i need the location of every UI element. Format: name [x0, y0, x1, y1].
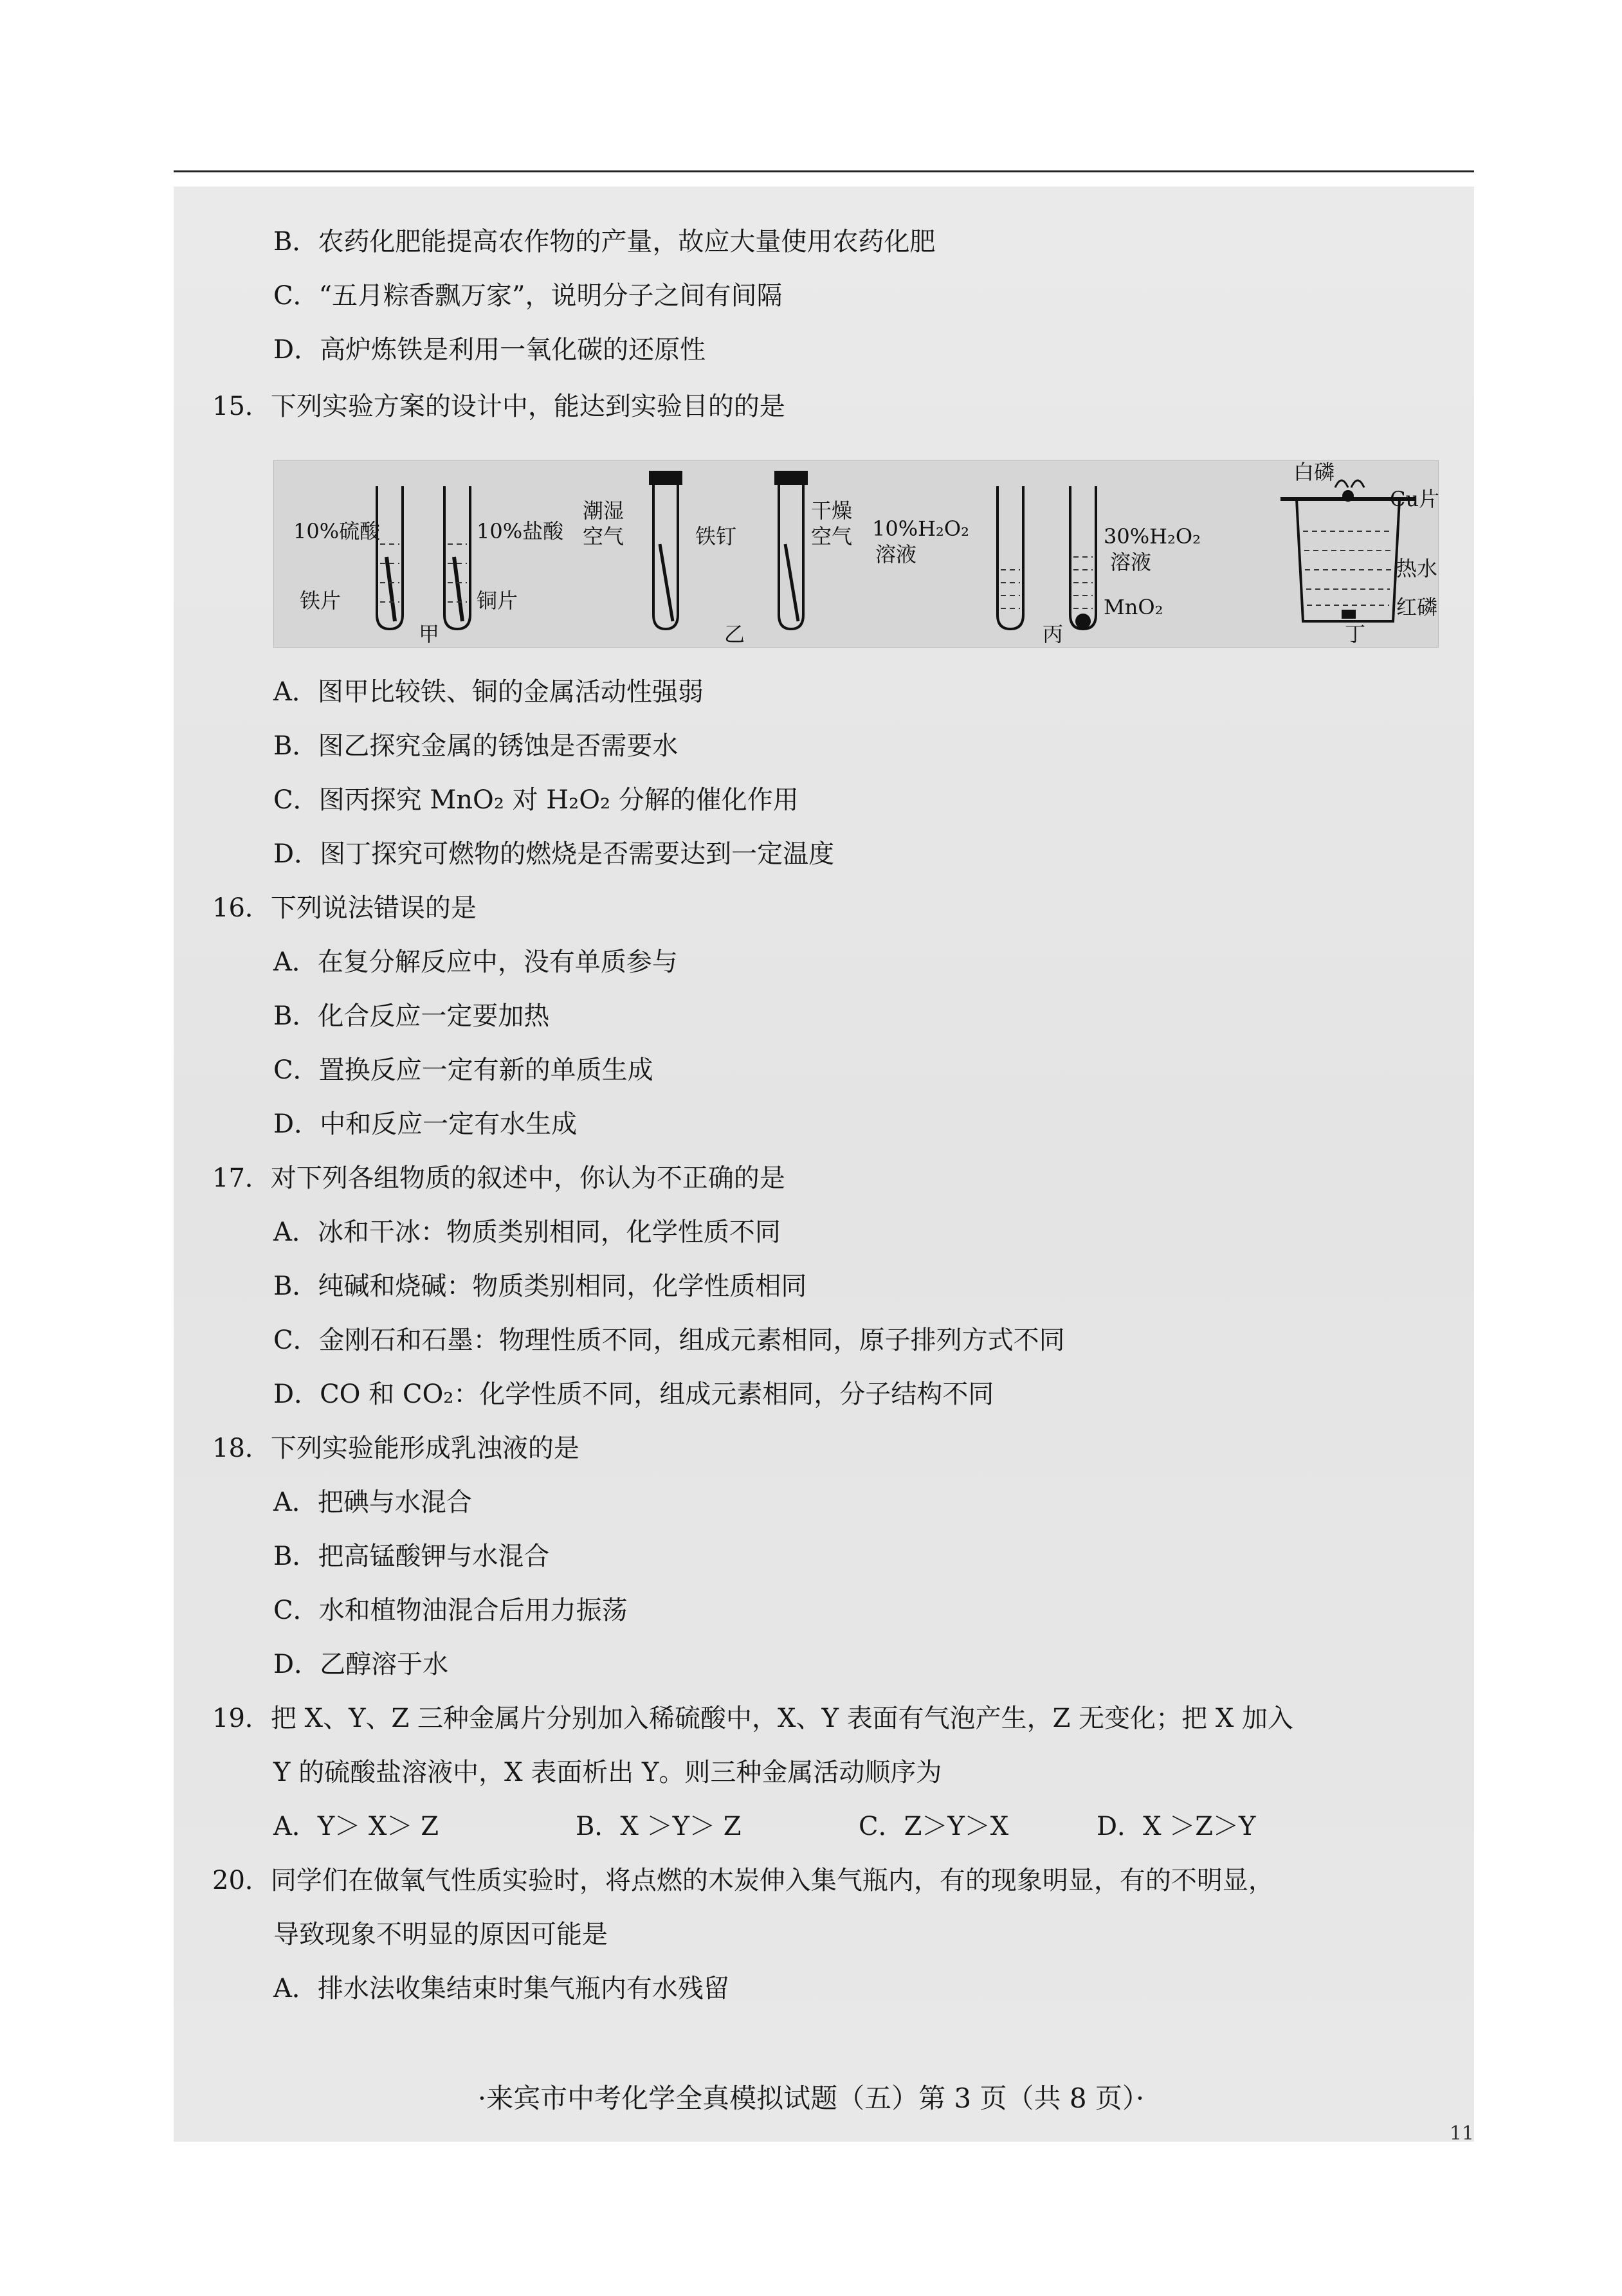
q18-option-d: D．乙醇溶于水 [273, 1650, 449, 1679]
q19-option-b: B．X ＞Y＞ Z [576, 1812, 742, 1841]
label-copper-sheet: 铜片 [477, 588, 518, 613]
caption-jia: 甲 [419, 622, 440, 646]
label-acid1: 10%硫酸 [293, 519, 381, 543]
q19-option-a: A．Y＞ X＞ Z [273, 1812, 439, 1841]
stopper-1 [650, 472, 681, 484]
q19-stem-line2: Y 的硫酸盐溶液中，X 表面析出 Y。则三种金属活动顺序为 [273, 1758, 942, 1787]
q19-option-d: D．X ＞Z＞Y [1097, 1812, 1256, 1841]
beaker-icon [1297, 499, 1399, 621]
tube-yi-2 [779, 484, 803, 629]
caption-ding: 丁 [1345, 622, 1366, 646]
red-phosphorus-dot [1342, 610, 1356, 619]
label-red-phosphorus: 红磷 [1396, 595, 1438, 619]
label-h2o2-10-b: 溶液 [875, 542, 917, 567]
vapor-icon [1335, 480, 1364, 487]
label-white-phosphorus: 白磷 [1293, 460, 1335, 484]
header-rule [174, 170, 1474, 172]
label-humid-1: 潮湿 [583, 498, 624, 523]
iron-sheet-icon [387, 557, 395, 621]
label-h2o2-10-a: 10%H₂O₂ [872, 516, 969, 541]
label-humid-2: 空气 [583, 524, 624, 549]
q17-option-d: D．CO 和 CO₂：化学性质不同，组成元素相同，分子结构不同 [273, 1380, 994, 1409]
tube-jia-1 [377, 486, 403, 629]
label-iron-sheet: 铁片 [300, 588, 342, 613]
q17-stem: 17．对下列各组物质的叙述中，你认为不正确的是 [212, 1163, 785, 1193]
tube-yi-1 [653, 484, 678, 629]
label-h2o2-30-a: 30%H₂O₂ [1104, 524, 1201, 549]
page-footer: ·来宾市中考化学全真模拟试题（五）第 3 页（共 8 页）· [477, 2082, 1145, 2114]
q17-option-c: C．金刚石和石墨：物理性质不同，组成元素相同，原子排列方式不同 [273, 1326, 1065, 1355]
q19-option-c: C．Z＞Y＞X [859, 1812, 1009, 1841]
q18-stem: 18．下列实验能形成乳浊液的是 [212, 1434, 579, 1463]
q15-experiment-figure [273, 460, 1439, 648]
q14-option-b: B．农药化肥能提高农作物的产量，故应大量使用农药化肥 [273, 227, 936, 257]
tube-bing-1 [998, 486, 1023, 629]
q20-stem-line2: 导致现象不明显的原因可能是 [273, 1920, 608, 1949]
label-hot-water: 热水 [1396, 556, 1438, 581]
label-dry-1: 干燥 [811, 498, 853, 523]
q16-option-c: C．置换反应一定有新的单质生成 [273, 1055, 653, 1085]
mno2-dot [1075, 614, 1091, 629]
q18-option-c: C．水和植物油混合后用力振荡 [273, 1596, 628, 1625]
q20-stem-line1: 20．同学们在做氧气性质实验时，将点燃的木炭伸入集气瓶内，有的现象明显，有的不明显， [212, 1866, 1274, 1895]
q15-option-d: D．图丁探究可燃物的燃烧是否需要达到一定温度 [273, 839, 835, 869]
experiment-drawings [274, 460, 1438, 647]
q18-option-b: B．把高锰酸钾与水混合 [273, 1542, 550, 1571]
white-phosphorus-dot [1342, 490, 1354, 502]
label-h2o2-30-b: 溶液 [1110, 550, 1152, 574]
label-nail: 铁钉 [695, 524, 737, 549]
q17-option-a: A．冰和干冰：物质类别相同，化学性质不同 [273, 1217, 781, 1247]
tube-jia-2 [444, 486, 470, 629]
q19-options-row [273, 1811, 1255, 1842]
q16-option-a: A．在复分解反应中，没有单质参与 [273, 947, 678, 977]
stopper-2 [776, 472, 806, 484]
q15-option-b: B．图乙探究金属的锈蚀是否需要水 [273, 731, 679, 761]
label-dry-2: 空气 [811, 524, 853, 549]
nail-icon-1 [660, 544, 673, 621]
label-cu-plate: Cu片 [1390, 487, 1440, 511]
caption-bing: 丙 [1043, 622, 1064, 646]
q14-option-d: D．高炉炼铁是利用一氧化碳的还原性 [273, 335, 706, 365]
q16-option-b: B．化合反应一定要加热 [273, 1001, 550, 1031]
nail-icon-2 [785, 544, 798, 621]
corner-page-mark: 11 [1449, 2122, 1474, 2145]
q20-option-a: A．排水法收集结束时集气瓶内有水残留 [273, 1974, 729, 2003]
q16-stem: 16．下列说法错误的是 [212, 893, 477, 923]
q15-stem: 15．下列实验方案的设计中，能达到实验目的的是 [212, 392, 785, 421]
caption-yi: 乙 [724, 622, 745, 646]
q14-option-c: C．“五月粽香飘万家”，说明分子之间有间隔 [273, 281, 783, 311]
q15-option-a: A．图甲比较铁、铜的金属活动性强弱 [273, 677, 704, 707]
label-mno2: MnO₂ [1104, 595, 1163, 619]
copper-sheet-icon [454, 557, 462, 621]
q19-stem-line1: 19．把 X、Y、Z 三种金属片分别加入稀硫酸中，X、Y 表面有气泡产生，Z 无变化；把 X 加入 [212, 1704, 1294, 1733]
q17-option-b: B．纯碱和烧碱：物质类别相同，化学性质相同 [273, 1271, 807, 1301]
q15-option-c: C．图丙探究 MnO₂ 对 H₂O₂ 分解的催化作用 [273, 785, 799, 815]
q16-option-d: D．中和反应一定有水生成 [273, 1109, 578, 1139]
label-acid2: 10%盐酸 [477, 519, 564, 543]
q18-option-a: A．把碘与水混合 [273, 1488, 472, 1517]
